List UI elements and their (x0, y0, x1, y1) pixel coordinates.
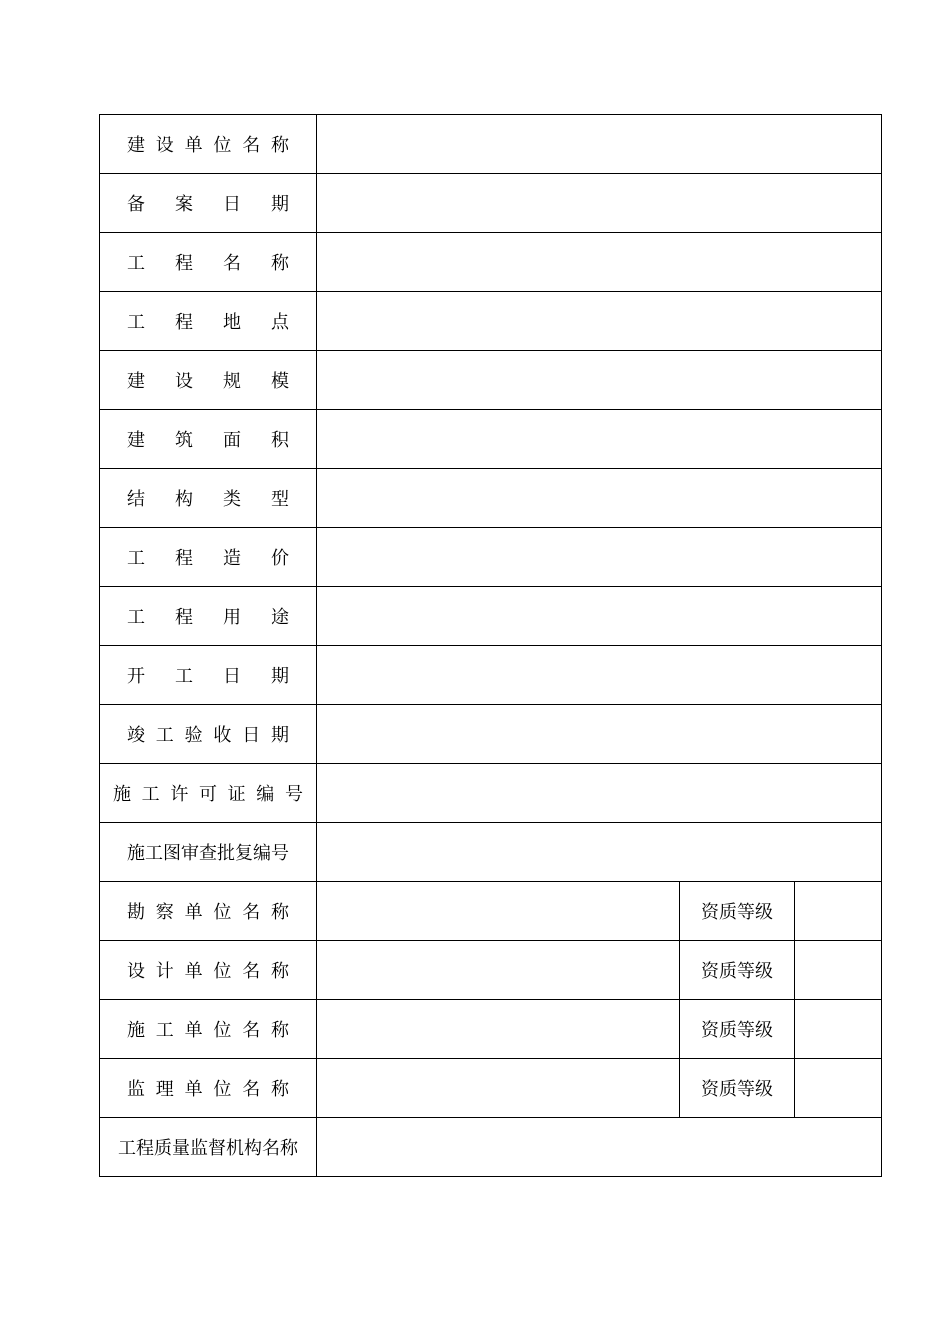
field-label: 施 工 单 位 名 称 (127, 1020, 289, 1041)
table-row (100, 233, 882, 292)
form-body (100, 115, 882, 1177)
field-label-cell (100, 115, 317, 174)
field-label: 建 筑 面 积 (127, 430, 289, 451)
field-label-cell (100, 646, 317, 705)
unit-name-value-cell[interactable] (317, 1059, 680, 1118)
field-label: 工 程 地 点 (127, 312, 289, 333)
field-label-cell (100, 1000, 317, 1059)
table-row (100, 1118, 882, 1177)
table-row (100, 351, 882, 410)
field-label: 设 计 单 位 名 称 (127, 961, 289, 982)
field-label: 结 构 类 型 (127, 489, 289, 510)
field-value-cell[interactable] (317, 292, 882, 351)
field-label-cell (100, 705, 317, 764)
table-row (100, 174, 882, 233)
table-row (100, 823, 882, 882)
table-row (100, 705, 882, 764)
table-row (100, 292, 882, 351)
table-row (100, 646, 882, 705)
field-label-cell (100, 174, 317, 233)
field-value-cell[interactable] (317, 115, 882, 174)
field-label: 工 程 名 称 (127, 253, 289, 274)
field-value-cell[interactable] (317, 587, 882, 646)
field-value-cell[interactable] (317, 1118, 882, 1177)
field-label-cell (100, 528, 317, 587)
field-label: 工 程 造 价 (127, 548, 289, 569)
field-label-cell (100, 764, 317, 823)
table-row (100, 410, 882, 469)
table-row (100, 1000, 882, 1059)
table-row (100, 587, 882, 646)
field-label: 备 案 日 期 (127, 194, 289, 215)
unit-name-value-cell[interactable] (317, 1000, 680, 1059)
field-label-cell (100, 1059, 317, 1118)
qualification-value-cell[interactable] (795, 882, 882, 941)
field-value-cell[interactable] (317, 351, 882, 410)
field-label-cell (100, 823, 317, 882)
field-label-cell (100, 469, 317, 528)
table-row (100, 764, 882, 823)
qualification-value-cell[interactable] (795, 1059, 882, 1118)
qualification-label: 资质等级 (680, 1059, 795, 1118)
field-label: 竣 工 验 收 日 期 (127, 725, 289, 746)
qualification-label: 资质等级 (680, 1000, 795, 1059)
table-row (100, 882, 882, 941)
field-label: 监 理 单 位 名 称 (127, 1079, 289, 1100)
field-value-cell[interactable] (317, 528, 882, 587)
field-label-cell (100, 882, 317, 941)
qualification-value-cell[interactable] (795, 1000, 882, 1059)
field-label: 施工图审查批复编号 (127, 843, 289, 864)
field-value-cell[interactable] (317, 174, 882, 233)
qualification-label: 资质等级 (680, 882, 795, 941)
unit-name-value-cell[interactable] (317, 882, 680, 941)
field-label: 工程质量监督机构名称 (118, 1138, 298, 1159)
unit-name-value-cell[interactable] (317, 941, 680, 1000)
table-row (100, 1059, 882, 1118)
field-label-cell (100, 233, 317, 292)
field-value-cell[interactable] (317, 823, 882, 882)
field-label-cell (100, 1118, 317, 1177)
field-value-cell[interactable] (317, 469, 882, 528)
field-value-cell[interactable] (317, 233, 882, 292)
field-label-cell (100, 292, 317, 351)
table-row (100, 115, 882, 174)
field-value-cell[interactable] (317, 705, 882, 764)
qualification-label: 资质等级 (680, 941, 795, 1000)
field-label: 建 设 单 位 名 称 (127, 135, 289, 156)
table-row (100, 941, 882, 1000)
field-label: 勘 察 单 位 名 称 (127, 902, 289, 923)
table-row (100, 528, 882, 587)
field-value-cell[interactable] (317, 646, 882, 705)
field-label-cell (100, 351, 317, 410)
field-value-cell[interactable] (317, 764, 882, 823)
record-form-table (99, 114, 882, 1177)
field-label-cell (100, 410, 317, 469)
field-label-cell (100, 941, 317, 1000)
field-label: 开 工 日 期 (127, 666, 289, 687)
field-label-cell (100, 587, 317, 646)
field-label: 建 设 规 模 (127, 371, 289, 392)
table-row (100, 469, 882, 528)
field-label: 工 程 用 途 (127, 607, 289, 628)
qualification-value-cell[interactable] (795, 941, 882, 1000)
field-label: 施 工 许 可 证 编 号 (113, 784, 303, 805)
field-value-cell[interactable] (317, 410, 882, 469)
